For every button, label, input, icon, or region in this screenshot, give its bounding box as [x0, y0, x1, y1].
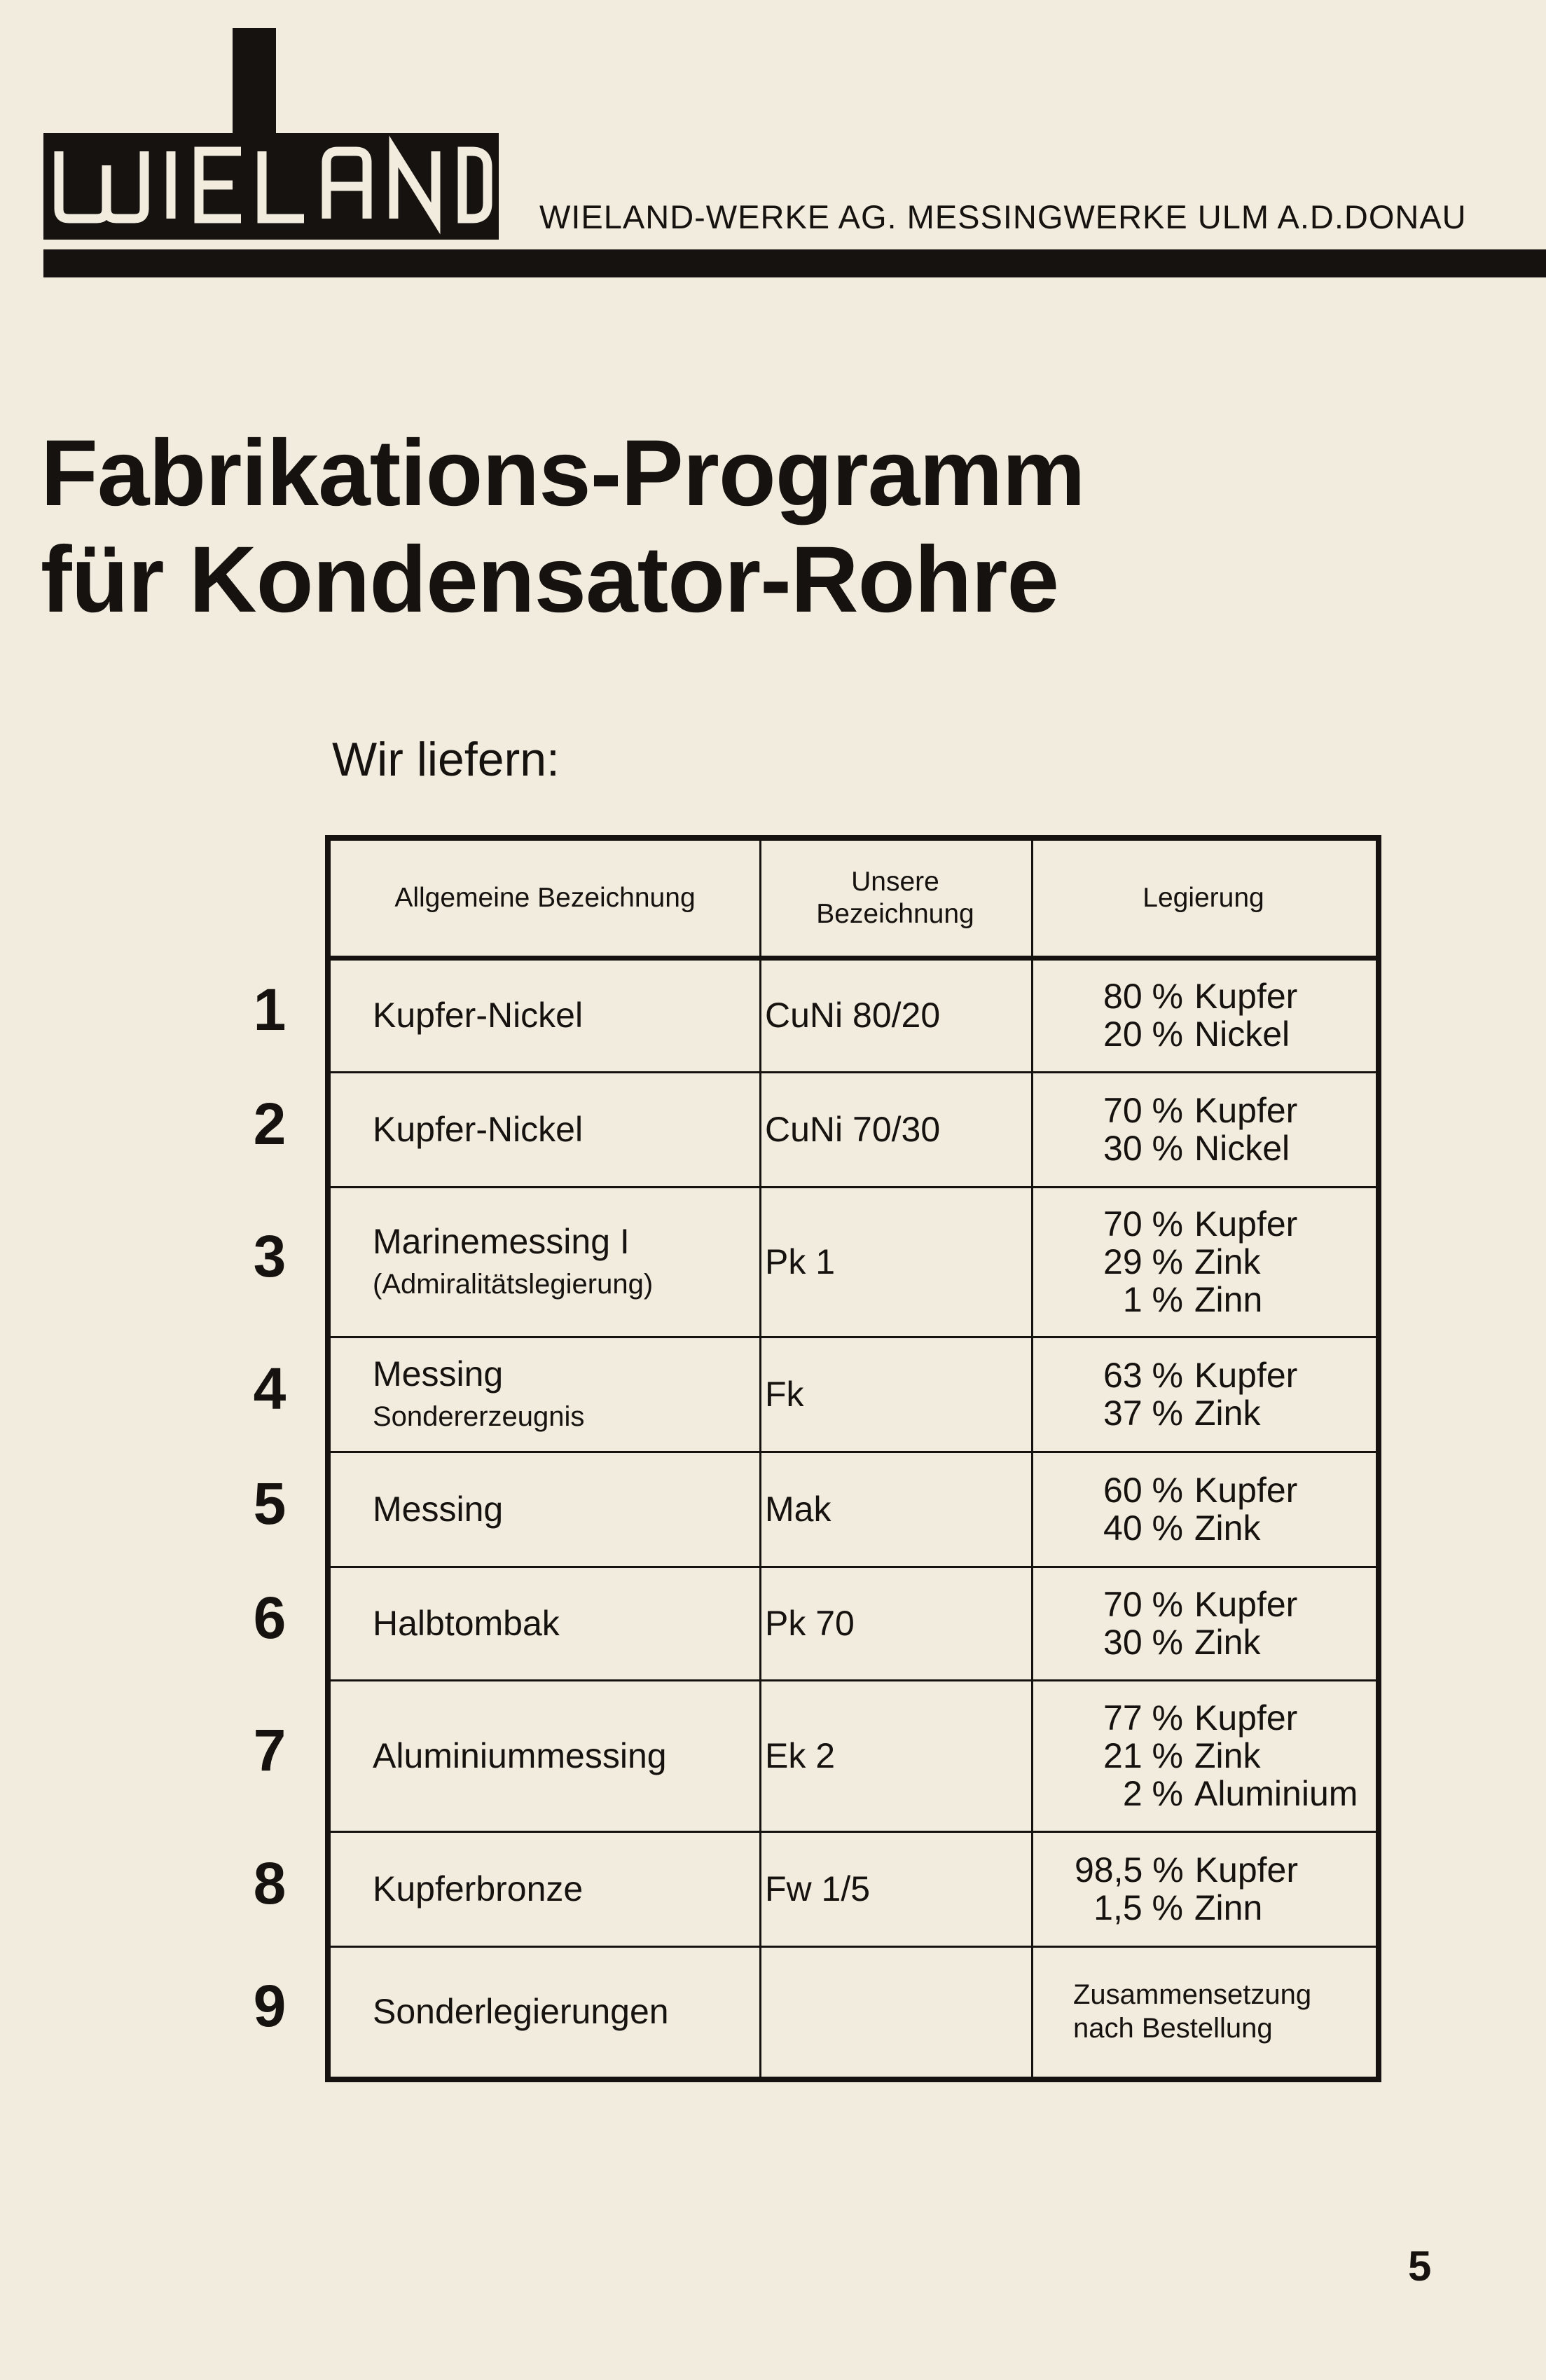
alloy-component — [1075, 977, 1297, 1015]
alloy-component — [1075, 1092, 1297, 1129]
general-designation — [373, 1337, 584, 1452]
alloy-component — [1075, 1585, 1297, 1623]
general-designation — [373, 1567, 560, 1680]
alloy-metal: Kupfer — [1194, 1850, 1298, 1890]
alloy-composition — [1075, 1831, 1298, 1946]
our-designation: Ek 2 — [765, 1736, 836, 1775]
general-designation — [373, 1831, 583, 1946]
alloy-metal: Kupfer — [1194, 1204, 1298, 1244]
alloy-component — [1075, 1851, 1298, 1889]
header-alloy: Legierung — [1143, 883, 1264, 913]
alloy-note: nach Bestellung — [1073, 2013, 1273, 2044]
row-number: 2 — [253, 1091, 287, 1157]
alloy-component — [1075, 1775, 1358, 1812]
general-designation — [373, 1187, 653, 1337]
alloy-metal: Nickel — [1194, 1014, 1290, 1054]
column-divider — [1031, 841, 1033, 2077]
row-number: 6 — [253, 1585, 287, 1651]
alloy-percent: 37 % — [1103, 1394, 1183, 1433]
designation-subtitle: (Admiralitätslegierung) — [373, 1269, 654, 1300]
alloy-composition — [1075, 1187, 1297, 1337]
alloy-composition — [1075, 1337, 1297, 1452]
alloy-component — [1075, 1889, 1298, 1927]
alloy-composition — [1075, 958, 1297, 1072]
designation-name: Sonderlegierungen — [373, 1992, 669, 2031]
designation-name: Kupfer-Nickel — [373, 1110, 584, 1149]
alloy-component — [1075, 1129, 1297, 1167]
our-designation: CuNi 70/30 — [765, 1110, 941, 1149]
alloy-percent: 63 % — [1103, 1356, 1183, 1395]
alloy-component — [1075, 1205, 1297, 1243]
alloy-metal: Kupfer — [1194, 1471, 1298, 1510]
alloy-percent: 30 % — [1103, 1623, 1183, 1662]
alloy-percent: 60 % — [1103, 1471, 1183, 1510]
alloy-percent: 29 % — [1103, 1242, 1183, 1281]
general-designation — [373, 1946, 669, 2077]
alloy-metal: Zinn — [1194, 1280, 1263, 1319]
row-number: 5 — [253, 1471, 287, 1536]
alloy-component — [1075, 1623, 1297, 1661]
designation-name: Kupferbronze — [373, 1869, 584, 1908]
alloy-component — [1075, 1699, 1358, 1737]
alloy-percent: 2 % — [1122, 1774, 1183, 1813]
alloy-component — [1075, 1356, 1297, 1394]
row-number: 4 — [253, 1356, 287, 1422]
page-title — [41, 420, 1085, 633]
row-number: 9 — [253, 1973, 287, 2039]
designation-name: Marinemessing I — [373, 1222, 630, 1261]
alloy-component — [1075, 1015, 1297, 1053]
page-number: 5 — [1408, 2243, 1432, 2290]
title-line-1: Fabrikations-Programm — [41, 421, 1085, 525]
title-line-2: für Kondensator-Rohre — [41, 528, 1058, 632]
designation-name: Kupfer-Nickel — [373, 996, 584, 1035]
wieland-logo — [43, 28, 499, 240]
designation-subtitle: Sondererzeugnis — [373, 1401, 585, 1432]
designation-name: Aluminiummessing — [373, 1736, 667, 1775]
alloy-percent: 98,5 % — [1075, 1850, 1184, 1890]
alloy-metal: Kupfer — [1194, 1091, 1298, 1130]
our-designation: Fk — [765, 1375, 804, 1414]
alloy-percent: 21 % — [1103, 1736, 1183, 1775]
alloy-composition — [1075, 1452, 1297, 1567]
alloy-metal: Nickel — [1194, 1129, 1290, 1168]
intro-text: Wir liefern: — [332, 733, 560, 786]
general-designation — [373, 1680, 667, 1831]
alloy-metal: Zink — [1194, 1508, 1261, 1548]
row-number: 7 — [253, 1717, 287, 1783]
alloy-metal: Zink — [1194, 1736, 1261, 1775]
alloy-table — [325, 835, 1381, 2082]
alloy-composition — [1075, 1072, 1297, 1187]
alloy-component — [1075, 1509, 1297, 1547]
our-designation: Pk 70 — [765, 1604, 855, 1643]
alloy-percent: 20 % — [1103, 1014, 1183, 1054]
alloy-percent: 1,5 % — [1093, 1888, 1183, 1927]
alloy-percent: 70 % — [1103, 1091, 1183, 1130]
alloy-note: Zusammensetzung — [1073, 1979, 1312, 2010]
alloy-percent: 77 % — [1103, 1698, 1183, 1738]
header-our-designation: Unsere Bezeichnung — [816, 867, 974, 929]
alloy-component — [1075, 1471, 1297, 1509]
alloy-metal: Kupfer — [1194, 1585, 1298, 1624]
general-designation — [373, 1072, 583, 1187]
header-rule — [43, 249, 1546, 277]
row-number: 3 — [253, 1223, 287, 1289]
alloy-component — [1075, 1394, 1297, 1432]
row-number: 1 — [253, 977, 287, 1043]
alloy-composition — [1075, 1567, 1297, 1680]
alloy-component — [1075, 1243, 1297, 1281]
alloy-metal: Zinn — [1194, 1888, 1263, 1927]
alloy-metal: Kupfer — [1194, 977, 1298, 1016]
alloy-percent: 40 % — [1103, 1508, 1183, 1548]
alloy-component — [1075, 1281, 1297, 1319]
our-designation: Mak — [765, 1490, 831, 1529]
alloy-percent: 80 % — [1103, 977, 1183, 1016]
alloy-metal: Zink — [1194, 1394, 1261, 1433]
designation-name: Messing — [373, 1354, 504, 1394]
alloy-metal: Aluminium — [1194, 1774, 1358, 1813]
alloy-metal: Zink — [1194, 1242, 1261, 1281]
alloy-metal: Kupfer — [1194, 1356, 1298, 1395]
alloy-composition — [1073, 1946, 1311, 2077]
alloy-component — [1075, 1737, 1358, 1775]
alloy-composition — [1075, 1680, 1358, 1831]
row-number: 8 — [253, 1850, 287, 1916]
designation-name: Messing — [373, 1490, 504, 1529]
alloy-metal: Kupfer — [1194, 1698, 1298, 1738]
alloy-percent: 30 % — [1103, 1129, 1183, 1168]
general-designation — [373, 958, 583, 1072]
designation-name: Halbtombak — [373, 1604, 560, 1643]
alloy-percent: 1 % — [1122, 1280, 1183, 1319]
alloy-percent: 70 % — [1103, 1204, 1183, 1244]
general-designation — [373, 1452, 503, 1567]
our-designation: CuNi 80/20 — [765, 996, 941, 1035]
our-designation: Fw 1/5 — [765, 1869, 871, 1908]
our-designation: Pk 1 — [765, 1242, 836, 1281]
company-name: WIELAND-WERKE AG. MESSINGWERKE ULM A.D.DONAU — [539, 198, 1467, 235]
alloy-percent: 70 % — [1103, 1585, 1183, 1624]
column-divider — [759, 841, 761, 2077]
header-general-designation: Allgemeine Bezeichnung — [394, 883, 696, 913]
alloy-metal: Zink — [1194, 1623, 1261, 1662]
